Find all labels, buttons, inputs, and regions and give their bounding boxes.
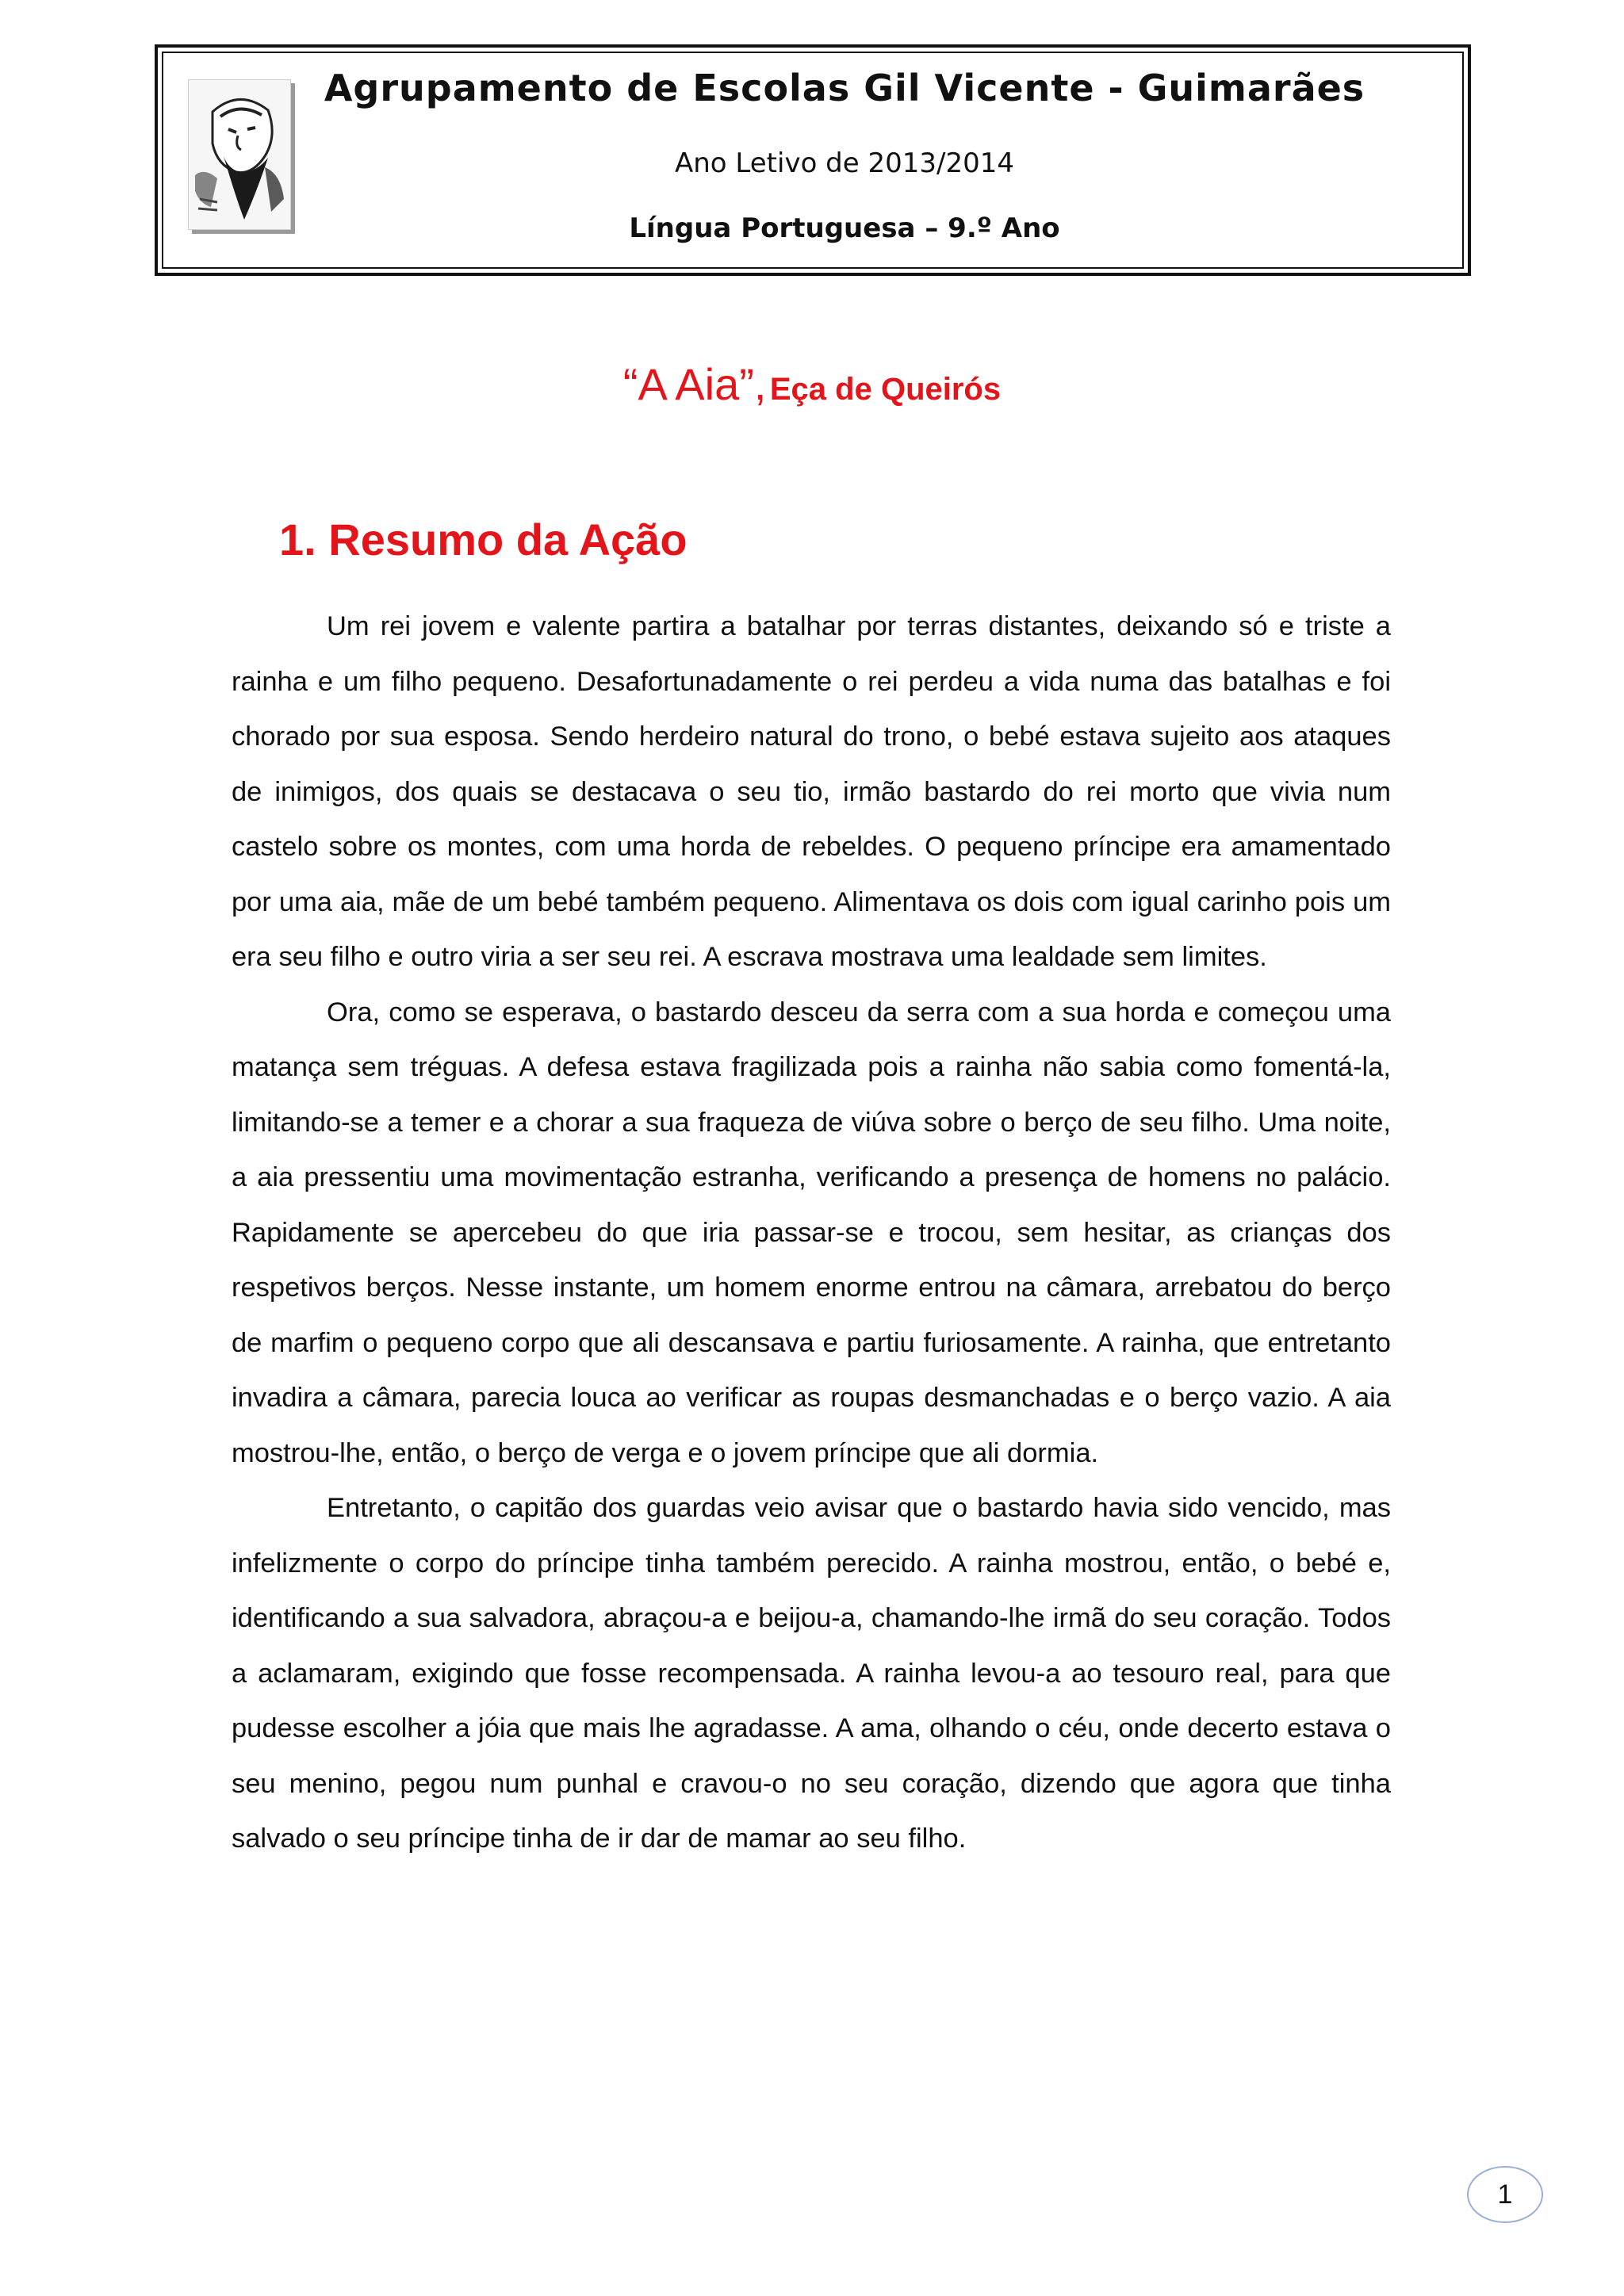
section-heading: 1. Resumo da Ação (279, 515, 688, 564)
subject-grade: Língua Portuguesa – 9.º Ano (629, 212, 1060, 244)
paragraph: Ora, como se esperava, o bastardo desceu da serra com a sua horda e começou uma matança sem tréguas. A defesa estava fragilizada pois a rainha não sabia como fomentá-la, limitando-se a temer e a chorar a sua fraqueza de viúva sobre o berço de seu filho. Uma noite, a aia pressentiu uma movimentação estranha, verificando a presença de homens no palácio. Rapidamente se apercebeu do que iria passar-se e trocou, sem hesitar, as crianças dos respetivos berços. Nesse instante, um homem enorme entrou na câmara, arrebatou do berço de marfim o pequeno corpo que ali descansava e partiu furiosamente. A rainha, que entretanto invadira a câmara, parecia louca ao verificar as roupas desmanchadas e o berço vazio. A aia mostrou-lhe, então, o berço de verga e o jovem príncipe que ali dormia. (232, 997, 1391, 1468)
summary-text (232, 599, 1391, 1867)
gil-vicente-caricature-logo (188, 79, 291, 230)
school-name: Agrupamento de Escolas Gil Vicente - Guimarães (324, 67, 1365, 109)
document-title (0, 358, 1624, 410)
caricature-icon (189, 80, 290, 229)
paragraph: Entretanto, o capitão dos guardas veio avisar que o bastardo havia sido vencido, mas infelizmente o corpo do príncipe tinha também perecido. A rainha mostrou, então, o bebé e, identificando a sua salvadora, abraçou-a e beijou-a, chamando-lhe irmã do seu coração. Todos a aclamaram, exigindo que fosse recompensada. A rainha levou-a ao tesouro real, para que pudesse escolher a jóia que mais lhe agradasse. A ama, olhando o céu, onde decerto estava o seu menino, pegou num punhal e cravou-o no seu coração, dizendo que agora que tinha salvado o seu príncipe tinha de ir dar de mamar ao seu filho. (232, 1493, 1391, 1854)
author-name: Eça de Queirós (769, 372, 1002, 407)
school-year: Ano Letivo de 2013/2014 (674, 147, 1014, 179)
paragraph: Um rei jovem e valente partira a batalhar por terras distantes, deixando só e triste a rainha e um filho pequeno. Desafortunadamente o rei perdeu a vida numa das batalhas e foi chorado por sua esposa. Sendo herdeiro natural do trono, o bebé estava sujeito aos ataques de inimigos, dos quais se destacava o seu tio, irmão bastardo do rei morto que vivia num castelo sobre os montes, com uma horda de rebeldes. O pequeno príncipe era amamentado por uma aia, mãe de um bebé também pequeno. Alimentava os dois com igual carinho pois um era seu filho e outro viria a ser seu rei. A escrava mostrava uma lealdade sem limites. (232, 611, 1391, 972)
header-box (155, 44, 1471, 276)
page-number: 1 (1467, 2166, 1543, 2223)
work-title: “A Aia”, (622, 359, 767, 409)
